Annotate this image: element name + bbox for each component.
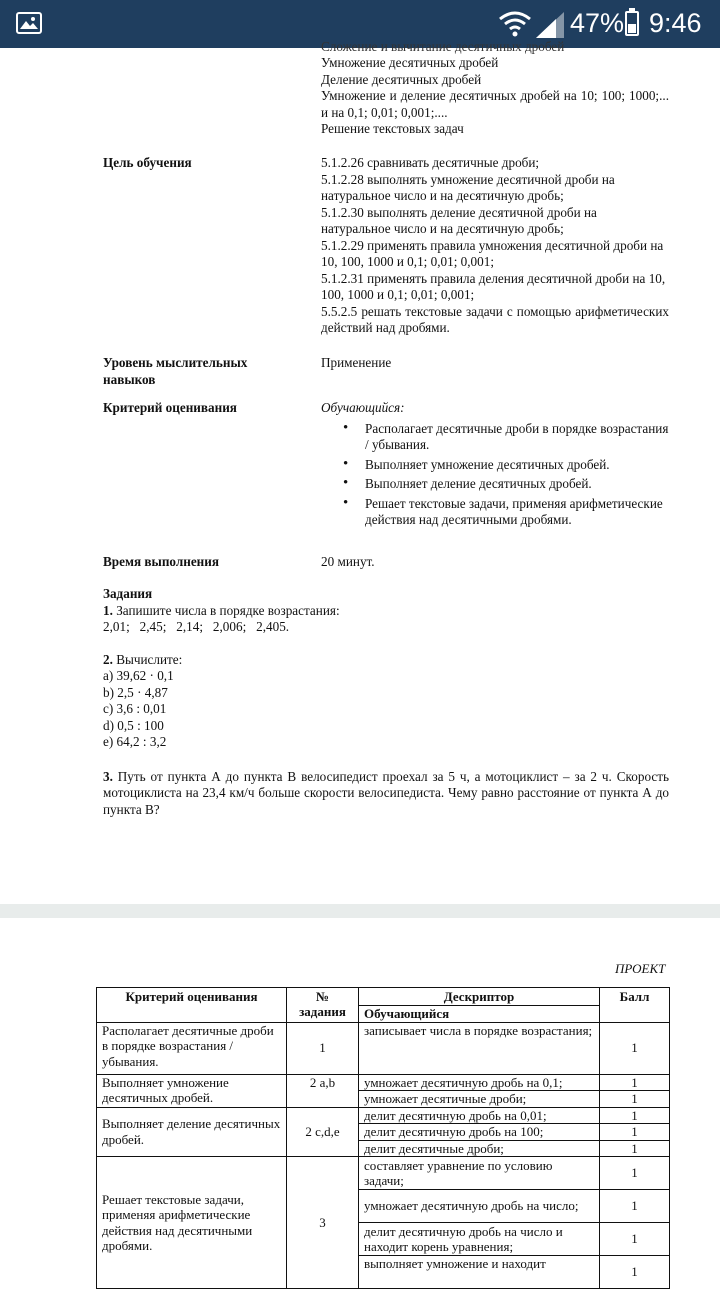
- task-2-item: a) 39,62 · 0,1: [103, 668, 174, 683]
- score-cell: 1: [600, 1157, 670, 1190]
- goal-item: 5.1.2.30 выполнять деление десятичной дроби на натуральное число и на десятичную дробь;: [321, 204, 597, 236]
- criteria-list: [321, 421, 669, 529]
- topic-item: Деление десятичных дробей: [321, 71, 482, 87]
- descriptor-cell: делит десятичную дробь на 0,01;: [359, 1107, 600, 1124]
- topics-list: [321, 55, 669, 138]
- thinking-value: Применение: [321, 355, 392, 370]
- descriptor-cell: умножает десятичные дроби;: [359, 1091, 600, 1108]
- task-2-item: d) 0,5 : 100: [103, 717, 164, 733]
- goals-list: [321, 155, 669, 337]
- criterion-cell: Выполняет умножение десятичных дробей.: [97, 1074, 287, 1107]
- goal-item: 5.1.2.28 выполнять умножение десятичной дроби на натуральное число и на десятичную дробь;: [321, 171, 615, 203]
- score-cell: 1: [600, 1223, 670, 1256]
- task-1: [103, 603, 669, 620]
- time-label: Время выполнения: [103, 554, 220, 569]
- criterion-cell: Располагает десятичные дроби в порядке возрастания / убывания.: [97, 1022, 287, 1074]
- task-2-item: c) 3,6 : 0,01: [103, 701, 167, 716]
- topic-item: Решение текстовых задач: [321, 121, 464, 136]
- criteria-item: • Выполняет деление десятичных дробей.: [321, 476, 669, 493]
- criteria-item: • Располагает десятичные дроби в порядке возрастания / убывания.: [321, 421, 669, 454]
- assessment-table: [96, 987, 670, 1289]
- task-3-number: 3.: [103, 768, 113, 784]
- goal-item: 5.1.2.31 применять правила деления десятичной дроби на 10, 100, 1000 и 0,1; 0,01; 0,001;: [321, 270, 666, 302]
- task-3: [103, 769, 669, 819]
- topic-item: Умножение десятичных дробей: [321, 55, 499, 70]
- task-2-number: 2.: [103, 651, 113, 667]
- cut-off-line: Сложение и вычитание десятичных дробей: [321, 39, 565, 54]
- project-label: ПРОЕКТ: [615, 961, 666, 976]
- descriptor-cell: умножает десятичную дробь на число;: [359, 1190, 600, 1223]
- task-cell: 1: [287, 1022, 359, 1074]
- task-cell: 3: [287, 1157, 359, 1289]
- goal-item: 5.5.2.5 решать текстовые задачи с помощью арифметических действий над дробями.: [321, 303, 669, 335]
- criteria-block: [321, 400, 669, 532]
- task-3-text: Путь от пункта А до пункта В велосипедист проехал за 5 ч, а мотоциклист – за 2 ч. Скорость мотоциклиста на 23,4 км/ч больше скорости велосипедиста. Чему равно расстояние от пункта А до пункта В?: [103, 768, 669, 817]
- criterion-cell: Выполняет деление десятичных дробей.: [97, 1107, 287, 1157]
- page-gap: [0, 904, 720, 918]
- header-descriptor: Дескриптор: [359, 988, 600, 1006]
- criteria-intro: Обучающийся:: [321, 400, 405, 415]
- task-cell: 2 c,d,e: [287, 1107, 359, 1157]
- score-cell: 1: [600, 1256, 670, 1289]
- battery-percent: 47%: [570, 8, 625, 38]
- descriptor-cell: составляет уравнение по условию задачи;: [359, 1157, 600, 1190]
- score-cell: 1: [600, 1107, 670, 1124]
- task-1-number: 1.: [103, 602, 113, 618]
- gallery-icon: [16, 12, 42, 34]
- descriptor-cell: делит десятичную дробь на число и находит корень уравнения;: [359, 1223, 600, 1256]
- topic-item: Умножение и деление десятичных дробей на 10; 100; 1000;... и на 0,1; 0,01; 0,001;....: [321, 88, 669, 120]
- task-2-text: Вычислите:: [116, 651, 183, 667]
- tasks-section: [103, 586, 669, 818]
- clock: 9:46: [649, 8, 702, 38]
- task-1-text: Запишите числа в порядке возрастания:: [116, 602, 340, 618]
- tasks-heading: Задания: [103, 586, 153, 601]
- goal-item: 5.1.2.26 сравнивать десятичные дроби;: [321, 155, 540, 170]
- criteria-item: • Решает текстовые задачи, применяя арифметические действия над десятичными дробями.: [321, 496, 669, 529]
- score-cell: 1: [600, 1124, 670, 1141]
- battery-icon: [625, 11, 639, 36]
- descriptor-cell: делит десятичные дроби;: [359, 1140, 600, 1157]
- wifi-icon: [498, 10, 532, 38]
- criteria-label: Критерий оценивания: [103, 400, 237, 415]
- header-score: Балл: [600, 988, 670, 1023]
- task-cell: 2 a,b: [287, 1074, 359, 1107]
- document-page-1[interactable]: [0, 39, 720, 904]
- descriptor-cell: делит десятичную дробь на 100;: [359, 1124, 600, 1141]
- score-cell: 1: [600, 1140, 670, 1157]
- descriptor-cell: выполняет умножение и находит: [359, 1256, 600, 1289]
- task-2: [103, 652, 669, 669]
- time-value: 20 минут.: [321, 554, 375, 569]
- signal-icon: [536, 12, 564, 38]
- criterion-cell: Решает текстовые задачи, применяя арифметические действия над десятичными дробями.: [97, 1157, 287, 1289]
- document-page-2[interactable]: [0, 918, 720, 1280]
- header-task-no: № задания: [287, 988, 359, 1023]
- header-criterion: Критерий оценивания: [97, 988, 287, 1023]
- goal-item: 5.1.2.29 применять правила умножения десятичной дроби на 10, 100, 1000 и 0,1; 0,01; 0,001;: [321, 237, 664, 269]
- task-2-item: b) 2,5 · 4,87: [103, 684, 168, 700]
- score-cell: 1: [600, 1091, 670, 1108]
- goal-label: Цель обучения: [103, 155, 192, 170]
- score-cell: 1: [600, 1190, 670, 1223]
- score-cell: 1: [600, 1074, 670, 1091]
- task-2-item: e) 64,2 : 3,2: [103, 734, 167, 749]
- task-1-numbers: 2,01; 2,45; 2,14; 2,006; 2,405.: [103, 619, 290, 634]
- descriptor-cell: записывает числа в порядке возрастания;: [359, 1022, 600, 1074]
- header-descriptor-sub: Обучающийся: [359, 1006, 600, 1023]
- descriptor-cell: умножает десятичную дробь на 0,1;: [359, 1074, 600, 1091]
- thinking-label: Уровень мыслительных навыков: [103, 355, 248, 387]
- criteria-item: • Выполняет умножение десятичных дробей.: [321, 457, 669, 474]
- score-cell: 1: [600, 1022, 670, 1074]
